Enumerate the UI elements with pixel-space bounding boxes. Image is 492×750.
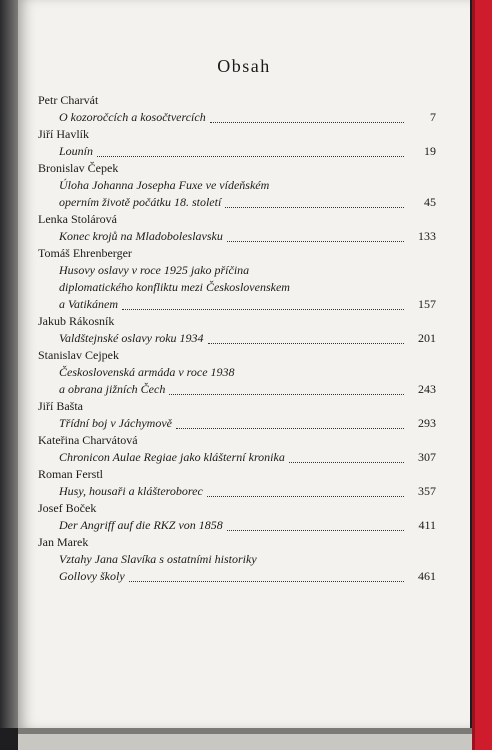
dot-leader — [122, 299, 404, 310]
toc-page-number: 157 — [418, 297, 436, 311]
toc-title-text: O kozoročcích a kosočtvercích — [59, 110, 206, 124]
toc-author: Kateřina Charvátová — [38, 433, 138, 447]
toc-entry — [38, 313, 436, 347]
toc-title-line — [38, 381, 436, 398]
book-page — [18, 0, 470, 728]
toc-title-text: Husovy oslavy v roce 1925 jako příčina — [59, 263, 250, 277]
toc-title-line — [38, 109, 436, 126]
toc-entry — [38, 92, 436, 126]
toc-entry — [38, 160, 436, 211]
toc-title-line — [38, 568, 436, 585]
toc-title-line — [38, 143, 436, 160]
toc-page-number: 133 — [418, 229, 436, 243]
toc-author: Tomáš Ehrenberger — [38, 246, 132, 260]
toc-title-line — [38, 262, 436, 279]
toc-title-line — [38, 177, 436, 194]
toc-entry — [38, 347, 436, 398]
toc-author: Lenka Stolárová — [38, 212, 117, 226]
dot-leader — [225, 197, 404, 208]
dot-leader — [97, 146, 404, 157]
toc-author: Jiří Bašta — [38, 399, 83, 413]
toc-page-number: 243 — [418, 382, 436, 396]
toc-author: Bronislav Čepek — [38, 161, 119, 175]
toc-author: Roman Ferstl — [38, 467, 103, 481]
toc-title-line — [38, 194, 436, 211]
toc-title-line — [38, 449, 436, 466]
dot-leader — [169, 384, 404, 395]
toc-author: Stanislav Cejpek — [38, 348, 119, 362]
toc-title-text: Valdštejnské oslavy roku 1934 — [59, 331, 204, 345]
toc-page-number: 307 — [418, 450, 436, 464]
toc-title-line — [38, 483, 436, 500]
table-of-contents — [38, 92, 436, 585]
toc-entry — [38, 211, 436, 245]
dot-leader — [227, 231, 404, 242]
red-cover-edge — [472, 0, 492, 750]
toc-title-text: Der Angriff auf die RKZ von 1858 — [59, 518, 223, 532]
toc-author: Jiří Havlík — [38, 127, 89, 141]
dot-leader — [207, 486, 404, 497]
toc-title-text: Chronicon Aulae Regiae jako klášterní kronika — [59, 450, 285, 464]
toc-title-line — [38, 551, 436, 568]
page-title: Obsah — [217, 56, 271, 76]
toc-title-text: a Vatikánem — [59, 297, 118, 311]
toc-page-number: 357 — [418, 484, 436, 498]
dot-leader — [129, 571, 404, 582]
toc-entry — [38, 398, 436, 432]
toc-title-line — [38, 415, 436, 432]
toc-title-text: a obrana jižních Čech — [59, 382, 166, 396]
toc-author: Josef Boček — [38, 501, 97, 515]
toc-title-line — [38, 364, 436, 381]
toc-entry — [38, 500, 436, 534]
toc-title-line — [38, 296, 436, 313]
toc-title-text: Lounín — [59, 144, 94, 158]
toc-title-text: Československá armáda v roce 1938 — [59, 365, 235, 379]
toc-title-line — [38, 279, 436, 296]
toc-entry — [38, 432, 436, 466]
toc-title-line — [38, 330, 436, 347]
dot-leader — [289, 452, 404, 463]
dot-leader — [176, 418, 404, 429]
dot-leader — [227, 520, 404, 531]
toc-title-text: Vztahy Jana Slavíka s ostatními historiky — [59, 552, 257, 566]
page-bottom-edge — [18, 728, 472, 750]
toc-title-text: Třídní boj v Jáchymově — [59, 416, 172, 430]
toc-page-number: 45 — [424, 195, 436, 209]
toc-page-number: 19 — [424, 144, 436, 158]
toc-author: Jakub Rákosník — [38, 314, 115, 328]
toc-entry — [38, 534, 436, 585]
toc-title-text: diplomatického konfliktu mezi Československem — [59, 280, 290, 294]
book-gutter-shadow — [0, 0, 18, 728]
toc-page-number: 201 — [418, 331, 436, 345]
toc-title-text: Konec krojů na Mladoboleslavsku — [59, 229, 223, 243]
dot-leader — [208, 333, 404, 344]
dot-leader — [210, 112, 404, 123]
toc-page-number: 411 — [418, 518, 436, 532]
toc-entry — [38, 466, 436, 500]
toc-entry — [38, 245, 436, 313]
toc-title-text: operním životě počátku 18. století — [59, 195, 222, 209]
toc-title-line — [38, 228, 436, 245]
toc-author: Jan Marek — [38, 535, 89, 549]
toc-entry — [38, 126, 436, 160]
toc-page-number: 7 — [430, 110, 436, 124]
toc-title-line — [38, 517, 436, 534]
toc-title-text: Husy, housaři a klášteroborec — [59, 484, 203, 498]
toc-page-number: 293 — [418, 416, 436, 430]
toc-author: Petr Charvát — [38, 93, 99, 107]
toc-page-number: 461 — [418, 569, 436, 583]
toc-title-text: Gollovy školy — [59, 569, 125, 583]
toc-title-text: Úloha Johanna Josepha Fuxe ve vídeňském — [59, 178, 270, 192]
